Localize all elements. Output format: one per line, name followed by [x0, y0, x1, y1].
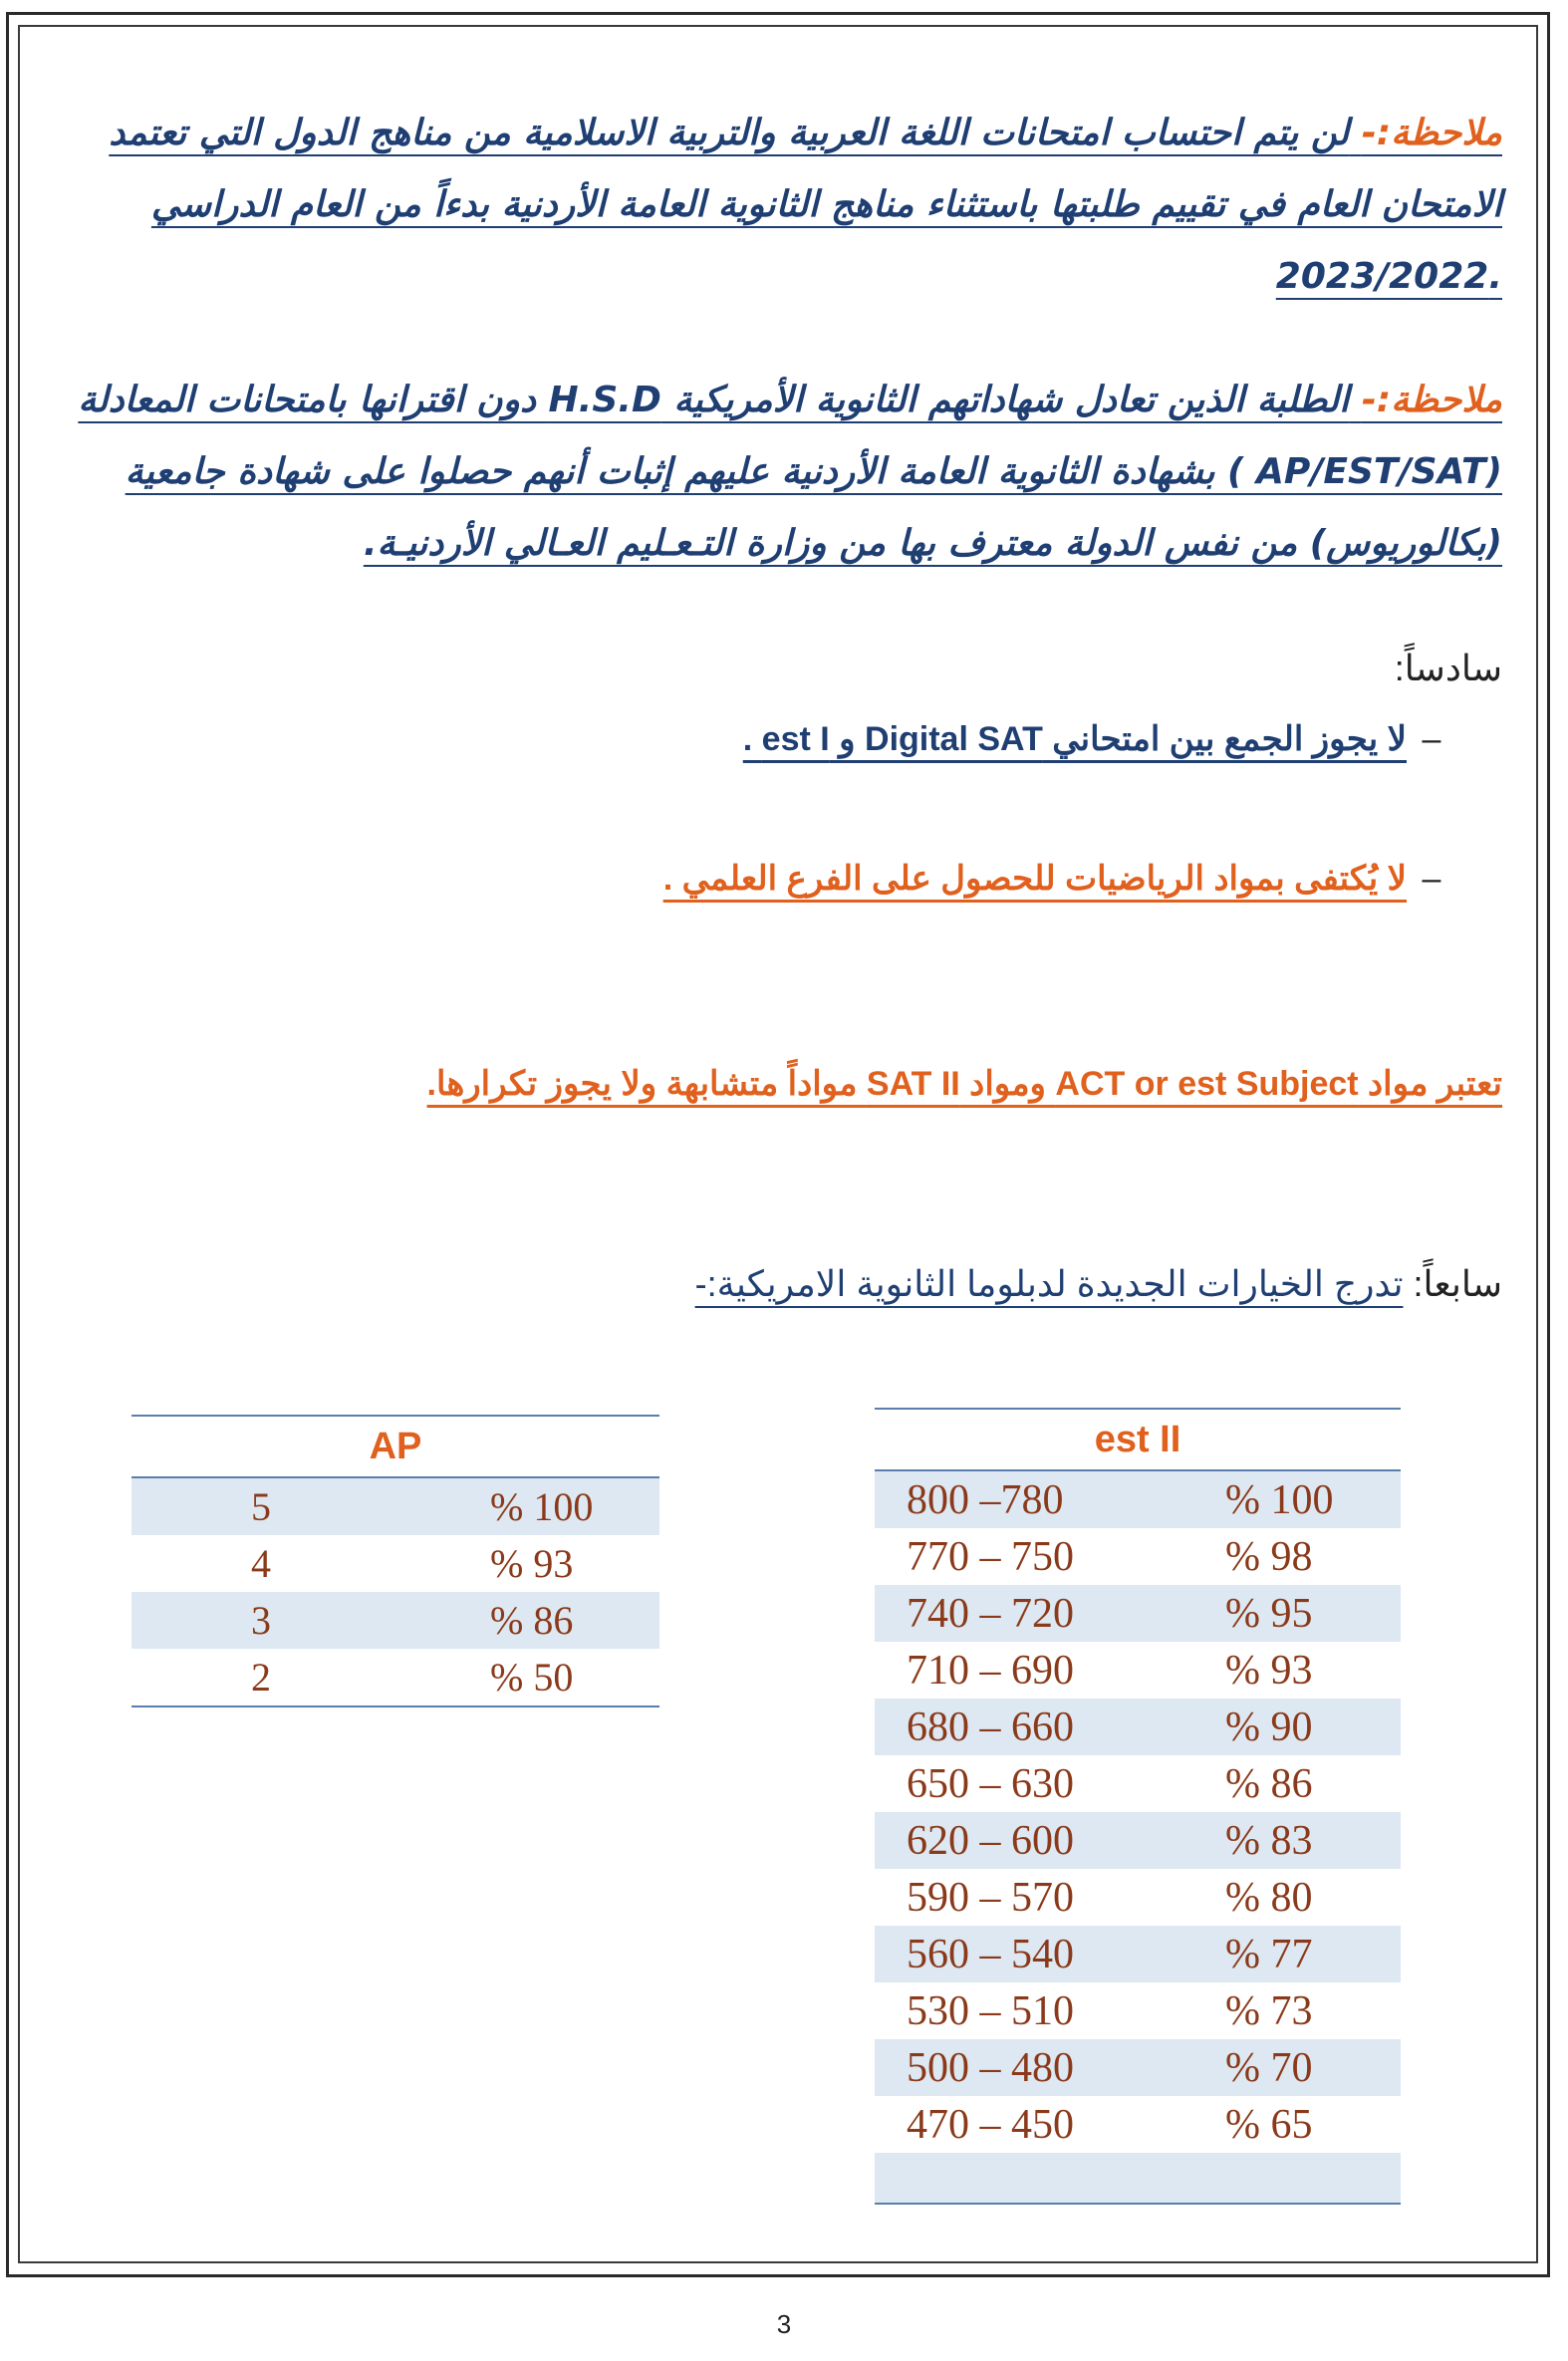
est2-range-cell: 710 – 690	[907, 1647, 1074, 1694]
note1-line-2: الامتحان العام في تقييم طلبتها باستثناء مناهج الثانوية العامة الأردنية بدءاً من العام الدراسي	[150, 184, 1502, 225]
est2-range-cell: 740 – 720	[875, 1585, 1205, 1642]
est2-percent-cell: % 93	[1225, 1647, 1313, 1694]
table-row	[131, 1592, 659, 1649]
est2-percent-cell: % 65	[1225, 2101, 1313, 2148]
ap-score-cell: 4	[251, 1541, 271, 1586]
est2-range-cell: 650 – 630	[907, 1760, 1074, 1807]
est2-range-cell: 560 – 540	[875, 1926, 1205, 1982]
ap-percent-cell: % 86	[391, 1592, 659, 1649]
est2-range-cell: 680 – 660	[875, 1699, 1205, 1755]
est2-percent-cell: % 90	[1205, 1699, 1401, 1755]
est2-range-cell: 620 – 600	[875, 1812, 1205, 1869]
bullet-dash: –	[1422, 860, 1441, 898]
subjects-equivalence-note: تعتبر مواد ACT or est Subject ومواد SAT II مواداً متشابهة ولا يجوز تكرارها.	[426, 1065, 1502, 1103]
note1-line-3: .2023/2022	[1275, 256, 1502, 297]
blank-cell	[875, 2153, 1401, 2204]
est2-range-cell: 500 – 480	[875, 2039, 1205, 2096]
est2-range-cell: 590 – 570	[907, 1874, 1074, 1921]
table-row	[131, 1477, 659, 1535]
ap-score-cell: 5	[131, 1477, 391, 1535]
est2-range-cell: 770 – 750	[907, 1533, 1074, 1580]
ap-score-cell: 3	[131, 1592, 391, 1649]
est2-table-body	[875, 1470, 1401, 2204]
est2-table	[875, 1408, 1401, 2205]
table-row	[875, 1585, 1401, 1642]
section6-bullet-2: –لا يُكتفى بمواد الرياضيات للحصول على الفرع العلمي .	[663, 859, 1456, 899]
note2-line-3: (بكالوريوس) من نفس الدولة معترف بها من وزارة التـعـليم العـالي الأردنيـة.	[363, 523, 1502, 564]
table-row-blank	[875, 2153, 1401, 2204]
section7-title: تدرج الخيارات الجديدة لدبلوما الثانوية الامريكية:-	[694, 1263, 1404, 1304]
est2-percent-cell: % 73	[1225, 1987, 1313, 2034]
table-row	[875, 1528, 1401, 1585]
est2-percent-cell: % 80	[1225, 1874, 1313, 1921]
note2-line-2: (AP/EST/SAT ) بشهادة الثانوية العامة الأردنية عليهم إثبات أنهم حصلوا على شهادة جامعية	[125, 451, 1502, 492]
table-row	[875, 1755, 1401, 1812]
note2-line-1: ملاحظة:- الطلبة الذين تعادل شهاداتهم الثانوية الأمريكية H.S.D دون اقترانها بامتحانات المعادلة	[78, 380, 1502, 420]
est2-percent-cell: % 95	[1205, 1585, 1401, 1642]
ap-score-cell: 2	[131, 1649, 391, 1706]
est2-table-header: est II	[875, 1409, 1401, 1470]
page-number: 3	[776, 2309, 792, 2339]
ap-table	[131, 1415, 659, 1707]
ap-table-body	[131, 1477, 659, 1706]
table-row	[875, 1869, 1401, 1926]
table-row	[875, 2039, 1401, 2096]
est2-percent-cell: % 83	[1205, 1812, 1401, 1869]
table-row	[875, 1926, 1401, 1982]
est2-range-cell: 470 – 450	[907, 2101, 1074, 2148]
est2-range-cell: 800 –780	[875, 1470, 1205, 1528]
ap-table-header: AP	[131, 1416, 659, 1477]
est2-range-cell: 530 – 510	[907, 1987, 1074, 2034]
est2-percent-cell: % 86	[1225, 1760, 1313, 1807]
table-row	[875, 2096, 1401, 2153]
ap-percent-cell: % 100	[391, 1477, 659, 1535]
table-row	[875, 1982, 1401, 2039]
est2-percent-cell: % 77	[1205, 1926, 1401, 1982]
table-row	[875, 1642, 1401, 1699]
note2-label: ملاحظة:-	[1361, 380, 1502, 420]
note-arabic-language-exams	[68, 98, 1502, 313]
table-row	[875, 1812, 1401, 1869]
note1-line-1: ملاحظة:- لن يتم احتساب امتحانات اللغة العربية والتربية الاسلامية من مناهج الدول التي تعتمد	[109, 113, 1502, 153]
table-row	[131, 1535, 659, 1592]
section7-heading	[695, 1263, 1502, 1305]
section6-heading: سادساً:	[1394, 648, 1502, 688]
table-row	[875, 1699, 1401, 1755]
ap-percent-cell: % 93	[490, 1541, 574, 1586]
est2-percent-cell: % 98	[1225, 1533, 1313, 1580]
table-row	[875, 1470, 1401, 1528]
note1-label: ملاحظة:-	[1361, 113, 1502, 153]
section7-label: سابعاً:	[1413, 1263, 1502, 1304]
bullet-dash: –	[1422, 720, 1441, 758]
note-hsd-equivalency	[68, 365, 1502, 580]
est2-percent-cell: % 70	[1205, 2039, 1401, 2096]
est2-percent-cell: % 100	[1205, 1470, 1401, 1528]
section6-bullet-1: –لا يجوز الجمع بين امتحاني Digital SAT و est I .	[743, 719, 1456, 759]
ap-percent-cell: % 50	[391, 1649, 659, 1706]
table-row	[131, 1649, 659, 1706]
